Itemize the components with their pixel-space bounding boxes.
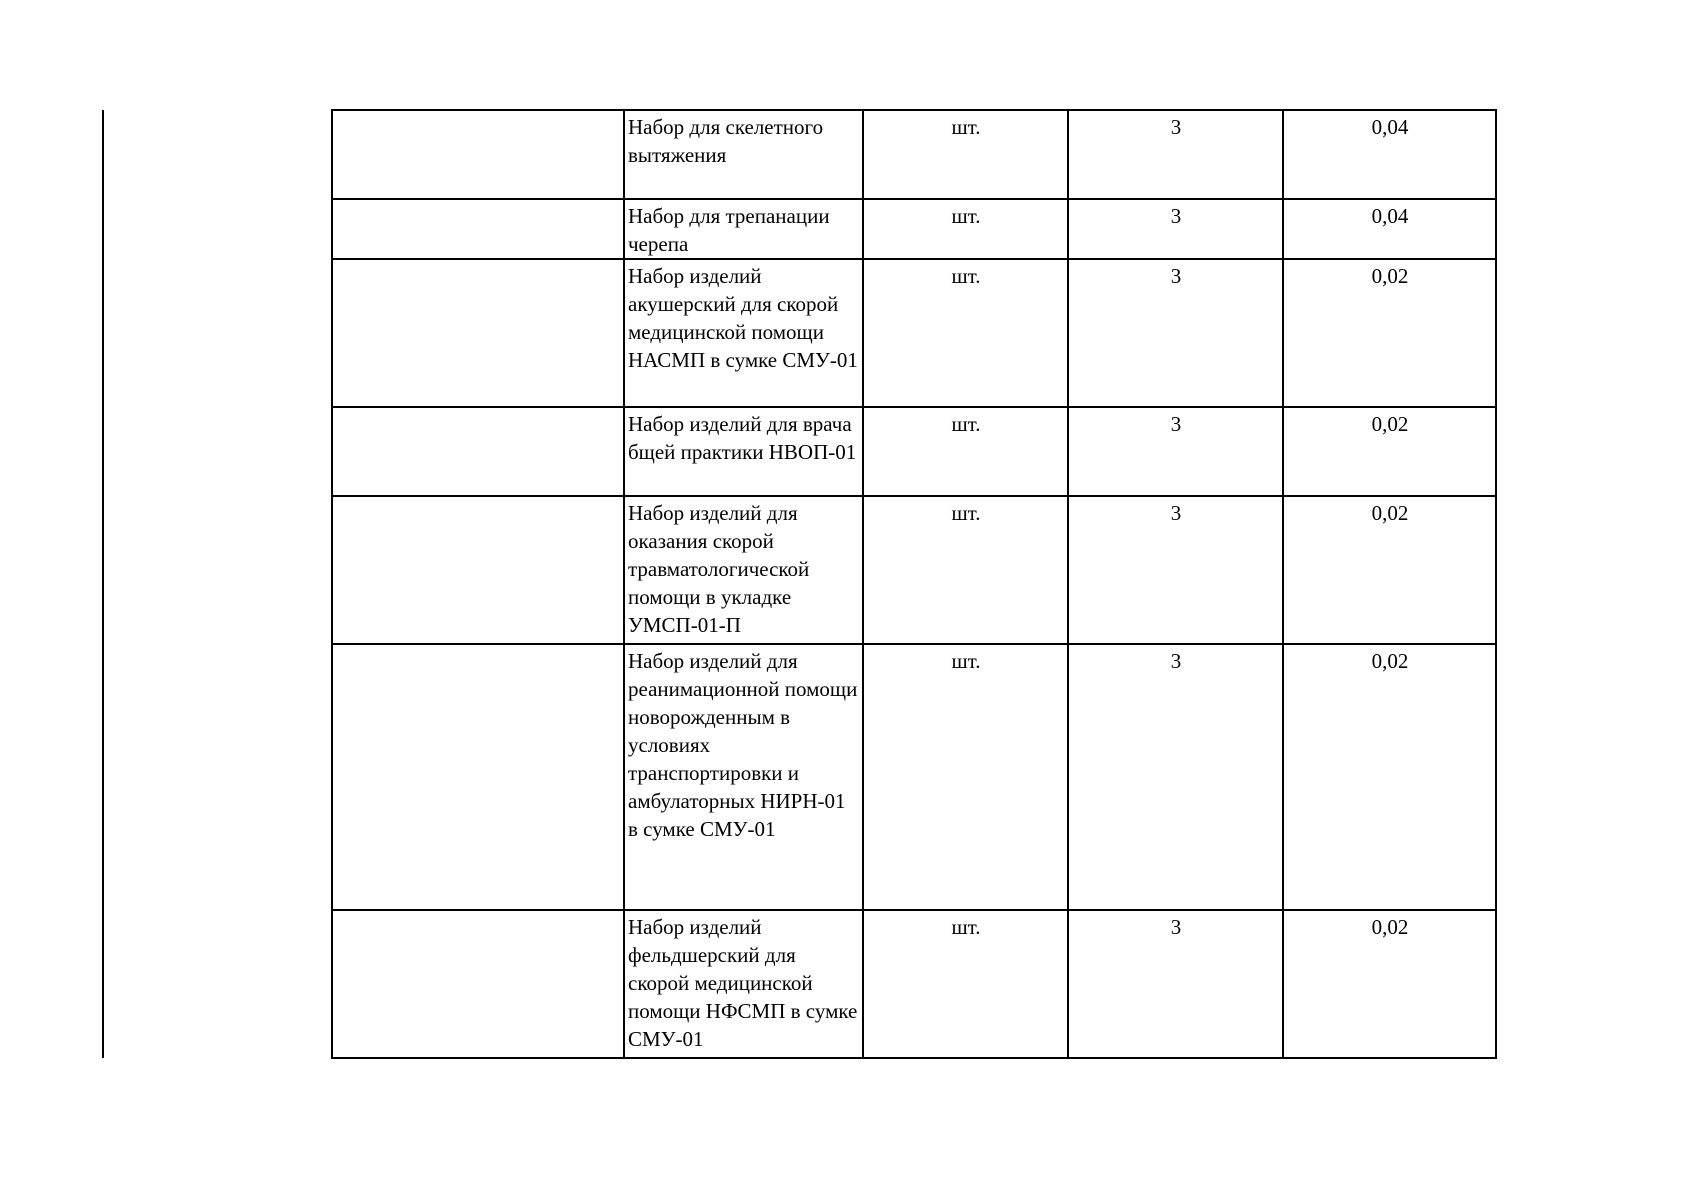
- item-quantity: 3: [1068, 910, 1283, 1058]
- equipment-table: [331, 109, 1497, 1059]
- item-unit: шт.: [863, 407, 1068, 496]
- item-value: 0,02: [1283, 259, 1496, 407]
- table-cell-empty: [332, 110, 624, 199]
- table-row: [332, 910, 1496, 1058]
- table-cell-empty: [332, 407, 624, 496]
- item-name: Набор изделий акушерский для скорой медицинской помощи НАСМП в сумке СМУ-01: [624, 259, 863, 407]
- item-value: 0,04: [1283, 199, 1496, 259]
- item-quantity: 3: [1068, 496, 1283, 644]
- item-unit: шт.: [863, 199, 1068, 259]
- item-quantity: 3: [1068, 644, 1283, 910]
- item-value: 0,02: [1283, 407, 1496, 496]
- item-quantity: 3: [1068, 199, 1283, 259]
- item-name: Набор для скелетного вытяжения: [624, 110, 863, 199]
- table-row: [332, 110, 1496, 199]
- item-name: Набор изделий для оказания скорой травматологической помощи в укладке УМСП-01-П: [624, 496, 863, 644]
- table-cell-empty: [332, 644, 624, 910]
- page-margin-line: [102, 110, 104, 1058]
- item-quantity: 3: [1068, 259, 1283, 407]
- item-value: 0,02: [1283, 496, 1496, 644]
- table-row: [332, 496, 1496, 644]
- item-name: Набор изделий для реанимационной помощи новорожденным в условиях транспортировки и амбулаторных НИРН-01 в сумке СМУ-01: [624, 644, 863, 910]
- table-row: [332, 407, 1496, 496]
- item-name: Набор для трепанации черепа: [624, 199, 863, 259]
- item-unit: шт.: [863, 259, 1068, 407]
- item-unit: шт.: [863, 910, 1068, 1058]
- item-name: Набор изделий для врача бщей практики НВОП-01: [624, 407, 863, 496]
- table-cell-empty: [332, 910, 624, 1058]
- item-unit: шт.: [863, 644, 1068, 910]
- item-name: Набор изделий фельдшерский для скорой медицинской помощи НФСМП в сумке СМУ-01: [624, 910, 863, 1058]
- table-row: [332, 259, 1496, 407]
- item-quantity: 3: [1068, 110, 1283, 199]
- item-unit: шт.: [863, 110, 1068, 199]
- item-value: 0,04: [1283, 110, 1496, 199]
- table-row: [332, 199, 1496, 259]
- table-cell-empty: [332, 496, 624, 644]
- table-row: [332, 644, 1496, 910]
- table-cell-empty: [332, 199, 624, 259]
- item-value: 0,02: [1283, 910, 1496, 1058]
- item-value: 0,02: [1283, 644, 1496, 910]
- table-cell-empty: [332, 259, 624, 407]
- item-quantity: 3: [1068, 407, 1283, 496]
- item-unit: шт.: [863, 496, 1068, 644]
